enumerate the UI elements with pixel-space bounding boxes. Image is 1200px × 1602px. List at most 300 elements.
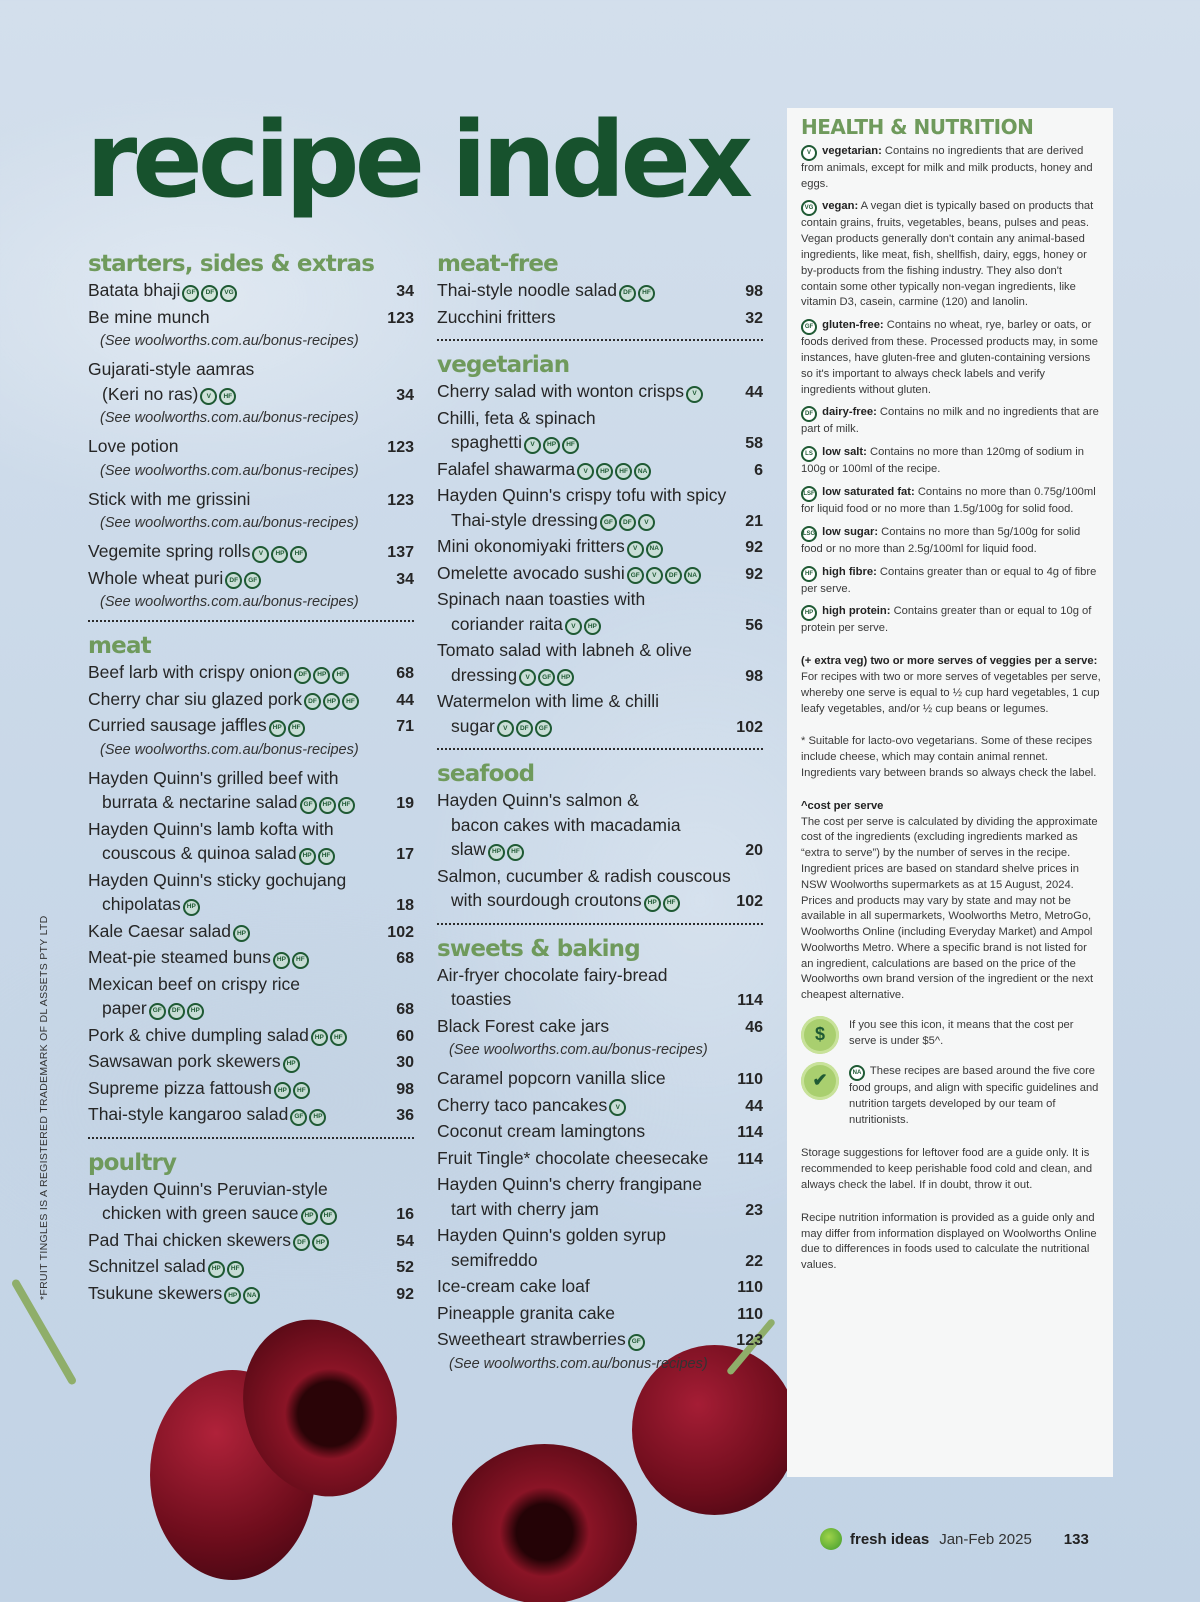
recipe-name-text: Ice-cream cake loaf: [437, 1276, 590, 1296]
badge-gf-icon: GF: [538, 669, 555, 686]
page-number[interactable]: 20: [745, 842, 763, 859]
recipe-entry[interactable]: [437, 587, 763, 612]
recipe-name[interactable]: [437, 278, 735, 303]
recipe-name[interactable]: [88, 382, 386, 407]
recipe-entry[interactable]: [437, 1248, 763, 1275]
recipe-name[interactable]: [88, 1228, 386, 1253]
recipe-entry[interactable]: [88, 945, 414, 972]
storage-note: Storage suggestions for leftover food are a guide only. It is recommended to keep perishable food cold and clean, and always check the label. If in doubt, throw it out.: [801, 1147, 1093, 1192]
recipe-name[interactable]: [437, 1119, 735, 1144]
page-number[interactable]: 17: [396, 846, 414, 863]
badge-hp-icon: HP: [309, 1109, 326, 1126]
definition-low-salt: [801, 445, 1101, 478]
recipe-entry[interactable]: [88, 1201, 414, 1228]
badge-hf-icon: HF: [219, 388, 236, 405]
recipe-entry[interactable]: [88, 1076, 414, 1103]
recipe-entry[interactable]: [437, 1093, 763, 1120]
recipe-entry[interactable]: [88, 660, 414, 687]
recipe-name-text: Hayden Quinn's golden syrup: [437, 1225, 667, 1245]
definition-high-protein: [801, 604, 1101, 637]
recipe-name[interactable]: [88, 434, 386, 459]
badge-hf-icon: HF: [320, 1208, 337, 1225]
recipe-name[interactable]: [437, 379, 735, 404]
badge-hp-icon: HP: [644, 895, 661, 912]
recipe-name-text: Chilli, feta & spinach: [437, 407, 596, 428]
recipe-name[interactable]: [88, 357, 414, 382]
recipe-entry[interactable]: [88, 892, 414, 919]
badge-hp-icon: HP: [183, 899, 200, 916]
badge-hf-icon: HF: [342, 693, 359, 710]
page-number[interactable]: 30: [396, 1054, 414, 1071]
page-number[interactable]: 102: [736, 718, 763, 736]
badge-df-icon: DF: [619, 285, 636, 302]
recipe-name-text: Love potion: [88, 436, 179, 456]
recipe-name[interactable]: [88, 660, 386, 685]
definition-term: gluten-free:: [822, 319, 884, 332]
recipe-entry[interactable]: [88, 868, 414, 893]
badge-hp-icon: HP: [271, 546, 288, 563]
page-number[interactable]: 123: [387, 491, 414, 509]
lacto-ovo-note: * Suitable for lacto-ovo vegetarians. Some of these recipes include cheese, which may contain animal rennet. Ingredients vary between brands so always check the label.: [801, 735, 1097, 779]
recipe-name-text: Hayden Quinn's cherry frangipane: [437, 1174, 703, 1194]
page-number[interactable]: 44: [745, 384, 763, 401]
recipe-name[interactable]: [88, 487, 386, 512]
recipe-name[interactable]: [437, 638, 763, 663]
recipe-name[interactable]: [437, 1172, 763, 1197]
left-column: [88, 246, 414, 1307]
bonus-recipes-link[interactable]: (See woolworths.com.au/bonus-recipes): [100, 594, 359, 610]
definition-text: A vegan diet is typically based on products that contain grains, fruits, vegetables, beans, pulses and peas. Vegan products generally don't contain any animal-based ingredients, like meat, fish, shellfish, dairy, eggs, honey or by-products from the fishing industry. They also don't contain some other typically non-vegan ingredients, like vitamin D3, casein, carmine (120) and lanolin.: [801, 200, 1094, 309]
recipe-entry[interactable]: [437, 663, 763, 690]
badge-df-icon: DF: [665, 567, 682, 584]
page-number[interactable]: 71: [396, 718, 414, 735]
recipe-entry[interactable]: [437, 987, 763, 1014]
badge-gf-icon: GF: [290, 1109, 307, 1126]
recipe-name[interactable]: [437, 483, 763, 508]
section-divider: [88, 1137, 414, 1139]
recipe-name[interactable]: [437, 1248, 735, 1273]
recipe-name[interactable]: [88, 305, 386, 330]
badge-gf-icon: GF: [801, 319, 817, 335]
recipe-name-text: chicken with green sauce: [102, 1203, 299, 1223]
recipe-name[interactable]: [88, 841, 386, 866]
recipe-entry[interactable]: [437, 788, 763, 813]
recipe-name[interactable]: [437, 1066, 735, 1091]
recipe-name[interactable]: [88, 919, 386, 944]
page-number[interactable]: 16: [396, 1206, 414, 1223]
page-number[interactable]: 68: [396, 665, 414, 682]
recipe-entry[interactable]: [88, 382, 414, 409]
recipe-name[interactable]: [437, 305, 735, 330]
bonus-recipes-link[interactable]: (See woolworths.com.au/bonus-recipes): [100, 462, 359, 479]
definition-term: low saturated fat:: [822, 485, 915, 498]
recipe-name[interactable]: [437, 561, 735, 586]
recipe-entry[interactable]: [88, 305, 414, 332]
badge-hp-icon: HP: [319, 797, 336, 814]
recipe-entry[interactable]: [88, 1228, 414, 1255]
badge-hf-icon: HF: [663, 895, 680, 912]
page-number[interactable]: 114: [737, 1150, 763, 1168]
page-number[interactable]: 34: [396, 283, 414, 300]
bonus-recipes-link[interactable]: (See woolworths.com.au/bonus-recipes): [449, 1042, 708, 1058]
recipe-name-text: Pork & chive dumpling salad: [88, 1024, 309, 1045]
definition-vegan: [801, 199, 1101, 311]
recipe-name[interactable]: [88, 1049, 386, 1074]
badge-gf-icon: GF: [627, 567, 644, 584]
recipe-name-text: Tomato salad with labneh & olive: [437, 640, 692, 660]
recipe-entry[interactable]: [437, 1274, 763, 1301]
recipe-name-text: toasties: [451, 989, 512, 1009]
recipe-entry[interactable]: [437, 1066, 763, 1093]
recipe-entry[interactable]: [437, 1223, 763, 1248]
recipe-name[interactable]: [88, 1281, 386, 1306]
page-number[interactable]: 44: [745, 1097, 763, 1115]
recipe-name[interactable]: [437, 612, 735, 637]
page-number[interactable]: 46: [745, 1018, 763, 1036]
badge-hp-icon: HP: [224, 1287, 241, 1304]
section-divider: [88, 620, 414, 622]
recipe-name-text: paper: [102, 998, 147, 1018]
page-number[interactable]: 92: [396, 1285, 414, 1303]
recipe-entry[interactable]: [88, 919, 414, 946]
recipe-name[interactable]: [437, 508, 735, 533]
page-number[interactable]: 58: [745, 435, 763, 452]
page-number[interactable]: 19: [396, 795, 414, 812]
recipe-entry[interactable]: [437, 612, 763, 639]
badge-gf-icon: GF: [535, 720, 552, 737]
section-heading: sweets & baking: [437, 935, 640, 962]
recipe-name[interactable]: [437, 864, 763, 889]
recipe-name[interactable]: [437, 888, 735, 913]
badge-gf-icon: GF: [628, 1334, 645, 1351]
page-number[interactable]: 22: [745, 1252, 763, 1270]
definition-text: Contains greater than or equal to 4g of fibre per serve.: [801, 565, 1097, 595]
badge-v-icon: V: [686, 386, 703, 403]
recipe-entry[interactable]: [88, 996, 414, 1023]
recipe-name[interactable]: [88, 1076, 386, 1101]
definition-gluten-free: [801, 318, 1101, 398]
recipe-name[interactable]: [88, 1102, 386, 1127]
badge-na-icon: NA: [243, 1287, 260, 1304]
page-number[interactable]: 23: [745, 1201, 763, 1219]
badge-hp-icon: HP: [299, 848, 316, 865]
cost-section: [801, 799, 1101, 1004]
badge-df-icon: DF: [516, 720, 533, 737]
page-number[interactable]: 44: [396, 691, 414, 709]
recipe-entry[interactable]: [88, 817, 414, 842]
page-number[interactable]: 68: [396, 1001, 414, 1018]
recipe-entry[interactable]: [437, 561, 763, 588]
page-number[interactable]: 102: [387, 923, 414, 941]
recipe-entry[interactable]: [437, 1327, 763, 1354]
badge-hp-icon: HP: [301, 1208, 318, 1225]
badge-hp-icon: HP: [801, 605, 817, 621]
badge-v-icon: V: [609, 1099, 626, 1116]
page-number[interactable]: 98: [745, 283, 763, 300]
badge-gf-icon: GF: [182, 285, 199, 302]
recipe-name[interactable]: [437, 430, 735, 455]
page-number[interactable]: 137: [387, 544, 414, 561]
recipe-name[interactable]: [88, 566, 386, 591]
page-number[interactable]: 34: [396, 570, 414, 588]
page-number[interactable]: 123: [736, 1332, 763, 1349]
recipe-entry[interactable]: [88, 972, 414, 997]
recipe-entry[interactable]: [437, 457, 763, 484]
recipe-entry[interactable]: [437, 1301, 763, 1328]
nutrition-disclaimer: Recipe nutrition information is provided as a guide only and may differ from information displayed on Woolworths Online due to differences in foods used to calculate the nutritional values.: [801, 1211, 1097, 1272]
recipe-entry[interactable]: [437, 430, 763, 457]
page-number[interactable]: 18: [396, 897, 414, 914]
recipe-name-text: chipolatas: [102, 894, 181, 914]
page-number[interactable]: 34: [396, 386, 414, 404]
recipe-name[interactable]: [437, 457, 735, 482]
recipe-entry[interactable]: [437, 963, 763, 988]
recipe-entry[interactable]: [88, 1281, 414, 1308]
recipe-name[interactable]: [88, 892, 386, 917]
recipe-name-text: Hayden Quinn's salmon &: [437, 790, 639, 810]
badge-ls-icon: LS: [801, 446, 817, 462]
recipe-name[interactable]: [437, 788, 763, 813]
middle-column: [437, 246, 763, 1380]
recipe-entry[interactable]: [437, 508, 763, 535]
recipe-entry[interactable]: [88, 1102, 414, 1129]
badge-hf-icon: HF: [292, 952, 309, 969]
recipe-name[interactable]: [437, 1327, 735, 1352]
badge-v-icon: V: [519, 669, 536, 686]
badge-hf-icon: HF: [290, 546, 307, 563]
recipe-name-text: Zucchini fritters: [437, 306, 556, 327]
recipe-entry[interactable]: [437, 1172, 763, 1197]
recipe-name[interactable]: [88, 790, 386, 815]
badge-df-icon: DF: [168, 1003, 185, 1020]
page-number[interactable]: 68: [396, 950, 414, 967]
recipe-entry[interactable]: [437, 837, 763, 864]
page-number[interactable]: 110: [737, 1279, 763, 1296]
recipe-name[interactable]: [437, 813, 763, 838]
badge-v-icon: V: [497, 720, 514, 737]
page-number[interactable]: 92: [745, 565, 763, 583]
recipe-name[interactable]: [437, 587, 763, 612]
recipe-entry[interactable]: [88, 357, 414, 382]
recipe-name[interactable]: [88, 687, 386, 712]
recipe-entry[interactable]: [88, 713, 414, 740]
page-number[interactable]: 21: [745, 512, 763, 530]
recipe-name-text: spaghetti: [451, 432, 523, 452]
badge-hp-icon: HP: [543, 437, 560, 454]
recipe-name[interactable]: [437, 714, 735, 739]
page-number[interactable]: 92: [745, 539, 763, 556]
badge-hf-icon: HF: [332, 667, 349, 684]
recipe-name-text: Mini okonomiyaki fritters: [437, 536, 625, 556]
page-number[interactable]: 123: [387, 309, 414, 327]
section-heading: meat-free: [437, 251, 558, 277]
badge-df-icon: DF: [293, 1234, 310, 1251]
recipe-name[interactable]: [88, 996, 386, 1021]
page-footer: [820, 1528, 1089, 1550]
recipe-name[interactable]: [437, 1014, 735, 1039]
recipe-entry[interactable]: [437, 1197, 763, 1224]
recipe-name[interactable]: [88, 1177, 414, 1202]
page-number[interactable]: 32: [745, 309, 763, 327]
recipe-name[interactable]: [437, 837, 735, 862]
recipe-name-text: Batata bhaji: [88, 280, 181, 300]
recipe-entry[interactable]: [88, 1177, 414, 1202]
recipe-name-text: Salmon, cucumber & radish couscous: [437, 865, 731, 886]
section-heading: starters, sides & extras: [88, 251, 375, 277]
recipe-entry[interactable]: [437, 864, 763, 889]
recipe-name-text: Hayden Quinn's sticky gochujang: [88, 869, 347, 890]
page-number[interactable]: 114: [737, 1124, 763, 1141]
recipe-name[interactable]: [88, 1254, 386, 1279]
definition-term: low salt:: [822, 446, 867, 459]
recipe-entry[interactable]: [88, 1254, 414, 1281]
page-number[interactable]: 60: [396, 1027, 414, 1045]
nutritionist-approved-check-icon: ✔: [801, 1062, 839, 1100]
recipe-name[interactable]: [88, 1023, 386, 1048]
page-number[interactable]: 36: [396, 1107, 414, 1124]
recipe-name[interactable]: [437, 689, 763, 714]
badge-hp-icon: HP: [273, 952, 290, 969]
definition-low-saturated-fat: [801, 485, 1101, 518]
bonus-recipes-link[interactable]: (See woolworths.com.au/bonus-recipes): [100, 515, 359, 531]
recipe-name[interactable]: [88, 945, 386, 970]
recipe-entry[interactable]: [437, 1146, 763, 1173]
badge-df-icon: DF: [225, 572, 242, 589]
recipe-entry[interactable]: [437, 305, 763, 332]
recipe-name[interactable]: [88, 817, 414, 842]
badge-hp-icon: HP: [233, 925, 250, 942]
page-number[interactable]: 123: [387, 439, 414, 456]
recipe-name-text: Thai-style noodle salad: [437, 280, 617, 300]
recipe-entry[interactable]: [88, 766, 414, 791]
page-number[interactable]: 110: [737, 1305, 763, 1323]
page-number[interactable]: 56: [745, 616, 763, 634]
badge-hp-icon: HP: [311, 1029, 328, 1046]
recipe-name-text: Falafel shawarma: [437, 458, 576, 479]
recipe-entry[interactable]: [437, 483, 763, 508]
recipe-name[interactable]: [88, 1201, 386, 1226]
recipe-entry[interactable]: [437, 406, 763, 431]
recipe-entry[interactable]: [88, 841, 414, 868]
recipe-entry[interactable]: [437, 813, 763, 838]
page-number[interactable]: 54: [396, 1232, 414, 1250]
page-number[interactable]: 102: [736, 893, 763, 910]
recipe-entry[interactable]: [88, 434, 414, 461]
recipe-name[interactable]: [437, 963, 763, 988]
page-number[interactable]: 114: [737, 992, 763, 1009]
badge-hf-icon: HF: [562, 437, 579, 454]
recipe-name[interactable]: [437, 1197, 735, 1222]
recipe-name[interactable]: [88, 278, 386, 303]
recipe-entry[interactable]: [88, 790, 414, 817]
page-number[interactable]: 6: [754, 461, 763, 479]
bonus-recipes-link[interactable]: (See woolworths.com.au/bonus-recipes): [449, 1355, 708, 1372]
recipe-name[interactable]: [88, 868, 414, 893]
recipe-name-text: (Keri no ras): [102, 383, 199, 404]
badge-df-icon: DF: [201, 285, 218, 302]
recipe-name[interactable]: [88, 766, 414, 791]
bonus-recipes-link[interactable]: (See woolworths.com.au/bonus-recipes): [100, 333, 359, 349]
recipe-name[interactable]: [437, 1301, 735, 1326]
recipe-entry[interactable]: [88, 687, 414, 714]
badge-vg-icon: VG: [801, 200, 817, 216]
recipe-name[interactable]: [437, 406, 763, 431]
recipe-entry[interactable]: [88, 539, 414, 566]
recipe-name-text: Whole wheat puri: [88, 567, 224, 588]
recipe-entry[interactable]: [88, 278, 414, 305]
recipe-name-text: Vegemite spring rolls: [88, 541, 251, 561]
na-badge-icon: NA: [849, 1065, 865, 1081]
recipe-entry[interactable]: [437, 689, 763, 714]
recipe-name[interactable]: [88, 713, 386, 738]
recipe-name-text: Hayden Quinn's grilled beef with: [88, 767, 339, 788]
recipe-entry[interactable]: [437, 379, 763, 406]
recipe-name-text: Fruit Tingle* chocolate cheesecake: [437, 1147, 709, 1168]
badge-hp-icon: HP: [584, 618, 601, 635]
recipe-name-text: Supreme pizza fattoush: [88, 1077, 272, 1098]
badge-na-icon: NA: [634, 463, 651, 480]
page-number[interactable]: 110: [737, 1071, 763, 1088]
page-number[interactable]: 98: [396, 1080, 414, 1098]
recipe-entry[interactable]: [437, 638, 763, 663]
recipe-name-text: burrata & nectarine salad: [102, 792, 298, 812]
recipe-name[interactable]: [437, 534, 735, 559]
recipe-name-text: slaw: [451, 839, 487, 859]
recipe-name-text: Hayden Quinn's crispy tofu with spicy: [437, 485, 727, 505]
recipe-name[interactable]: [437, 1093, 735, 1118]
recipe-name-text: Stick with me grissini: [88, 488, 251, 509]
recipe-entry[interactable]: [437, 1014, 763, 1041]
health-nutrition-panel: [787, 108, 1113, 1477]
recipe-name-text: Cherry salad with wonton crisps: [437, 381, 685, 401]
recipe-entry[interactable]: [88, 1049, 414, 1076]
footer-issue: Jan-Feb 2025: [939, 1530, 1032, 1548]
recipe-entry[interactable]: [88, 566, 414, 593]
recipe-entry[interactable]: [437, 888, 763, 915]
recipe-entry[interactable]: [88, 487, 414, 514]
badge-hf-icon: HF: [227, 1261, 244, 1278]
recipe-name-text: with sourdough croutons: [451, 890, 642, 910]
extra-veg-section: [801, 654, 1101, 717]
recipe-name[interactable]: [437, 663, 735, 688]
page-number[interactable]: 52: [396, 1259, 414, 1276]
badge-hf-icon: HF: [338, 797, 355, 814]
recipe-entry[interactable]: [437, 1119, 763, 1146]
recipe-name-text: Thai-style kangaroo salad: [88, 1104, 289, 1124]
definition-text: Contains no wheat, rye, barley or oats, or foods derived from these. Processed products may, in some instances, have gluten-free and gluten-containing versions so it's important to always check labels and verify ingredients without gluten.: [801, 319, 1099, 396]
recipe-name-text: Curried sausage jaffles: [88, 715, 267, 735]
badge-v-icon: V: [801, 145, 817, 161]
recipe-name-text: Pineapple granita cake: [437, 1302, 616, 1323]
recipe-name[interactable]: [437, 1223, 763, 1248]
recipe-entry[interactable]: [437, 534, 763, 561]
recipe-name[interactable]: [88, 539, 386, 564]
recipe-entry[interactable]: [437, 278, 763, 305]
recipe-name[interactable]: [437, 987, 735, 1012]
badge-lsg-icon: LSG: [801, 526, 817, 542]
badge-hf-icon: HF: [615, 463, 632, 480]
recipe-entry[interactable]: [437, 714, 763, 741]
recipe-name[interactable]: [437, 1274, 735, 1299]
recipe-name[interactable]: [437, 1146, 735, 1171]
recipe-name[interactable]: [88, 972, 414, 997]
page-number[interactable]: 98: [745, 667, 763, 685]
bonus-recipes-link[interactable]: (See woolworths.com.au/bonus-recipes): [100, 741, 359, 758]
recipe-entry[interactable]: [88, 1023, 414, 1050]
badge-v-icon: V: [565, 618, 582, 635]
badge-v-icon: V: [638, 514, 655, 531]
bonus-recipes-link[interactable]: (See woolworths.com.au/bonus-recipes): [100, 410, 359, 426]
